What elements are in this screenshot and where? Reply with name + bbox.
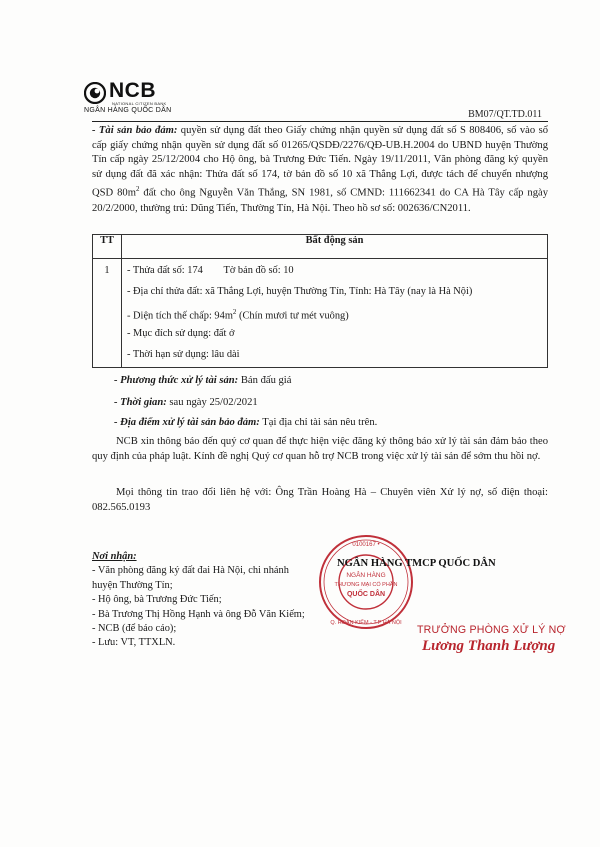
ncb-logo [84, 80, 194, 114]
document-code: BM07/QT.TD.011 [468, 109, 542, 120]
area-text-2: (Chín mươi tư mét vuông) [236, 310, 349, 322]
method-value: Bán đấu giá [238, 375, 292, 386]
svg-text:QUỐC DÂN: QUỐC DÂN [346, 591, 386, 598]
time-value: sau ngày 25/02/2021 [166, 397, 258, 408]
recipients-title: Nơi nhận: [92, 551, 137, 562]
header-divider [92, 121, 548, 122]
logo-name: NCB [109, 79, 156, 102]
official-seal-stamp [318, 534, 414, 630]
signer-name: Lương Thanh Lượng [422, 638, 556, 654]
map-sheet: Tờ bản đồ số: 10 [223, 265, 294, 276]
collateral-paragraph [92, 124, 548, 216]
area-sup: 2 [232, 308, 237, 316]
time-label: - Thời gian: [114, 397, 167, 408]
signer-title: TRƯỞNG PHÒNG XỬ LÝ NỢ [417, 624, 566, 636]
location-label: - Địa điểm xử lý tài sản bảo đảm: [114, 417, 260, 428]
recipients-block [92, 550, 322, 651]
row-property-cell [122, 259, 548, 368]
recipient-item: - NCB (để báo cáo); [92, 623, 177, 635]
table-row [93, 259, 548, 368]
location-value: Tại địa chỉ tài sản nêu trên. [259, 417, 378, 428]
request-paragraph: NCB xin thông báo đến quý cơ quan để thực hiện việc đăng ký thông báo xử lý tài sản đảm bảo theo quy định của pháp luật. Kính đề nghị Quý cơ quan hỗ trợ NCB trong việc xử lý tài sản để sớm thu hồi nợ. [92, 436, 548, 462]
contact-paragraph: Mọi thông tin trao đổi liên hệ với: Ông Trần Hoàng Hà – Chuyên viên Xử lý nợ, số điện thoại: 082.565.0193 [92, 487, 548, 513]
time-line [114, 396, 258, 410]
collateral-label: - Tài sản bảo đảm: [92, 125, 178, 136]
parcel-line [123, 260, 546, 281]
header-property: Bất động sản [122, 235, 548, 259]
svg-text:NGÂN HÀNG: NGÂN HÀNG [346, 572, 386, 579]
parcel-address: - Địa chỉ thửa đất: xã Thắng Lợi, huyện Thường Tín, Tỉnh: Hà Tây (nay là Hà Nội) [127, 286, 473, 297]
area-text-1: - Diện tích thế chấp: 94m [127, 310, 233, 322]
recipient-item: - Bà Trương Thị Hồng Hạnh và ông Đỗ Văn Kiếm; [92, 608, 305, 620]
parcel-purpose: - Mục đích sử dụng: đất ở [127, 328, 235, 339]
collateral-text-2: đất cho ông Nguyễn Văn Thắng, SN 1981, số CMND: 111662341 do CA Hà Tây cấp ngày 20/2/2000, thường trú: Dũng Tiến, Thường Tín, Hà Nội. Theo hồ sơ số: 002636/CN2011. [92, 187, 548, 214]
method-label: - Phương thức xử lý tài sản: [114, 375, 239, 386]
svg-text:THƯƠNG MẠI CỔ PHẦN: THƯƠNG MẠI CỔ PHẦN [334, 582, 398, 588]
row-tt: 1 [93, 259, 122, 368]
collateral-sup: 2 [135, 185, 140, 194]
recipient-item: - Hộ ông, bà Trương Đức Tiến; [92, 594, 222, 606]
location-line [114, 416, 377, 430]
header-tt: TT [93, 235, 122, 259]
property-table [92, 234, 548, 368]
table-header-row [93, 235, 548, 259]
parcel-area [123, 302, 546, 323]
recipient-item: - Văn phòng đăng ký đất đai Hà Nội, chi nhánh huyện Thường Tín; [92, 565, 289, 591]
ncb-logo-icon [84, 82, 106, 104]
parcel-term: - Thời hạn sử dụng: lâu dài [127, 349, 240, 360]
collateral-text-1: quyền sử dụng đất theo Giấy chứng nhận quyền sử dụng đất số S 808406, số vào sổ cấp giấy chứng nhận quyền sử dụng đất số 01265/QSDĐ/2276/QĐ-UB.H.2004 do UBND huyện Thường Tín cấp ngày 25/12/2004 cho Hộ ông, bà Trương Đức Tiến. Ngày 19/11/2011, Văn phòng đăng ký quyền sử dụng đất đã xác nhận: Thửa đất số 174, tờ bản đồ số 10 xã Thắng Lợi, được tách để chuyển nhượng QSD 80m [92, 125, 548, 199]
logo-subtitle: NATIONAL CITIZEN BANK [112, 101, 167, 106]
svg-text:0100167 •: 0100167 • [352, 542, 380, 548]
parcel-number: - Thửa đất số: 174 [127, 265, 203, 276]
bank-name-line: NGÂN HÀNG TMCP QUỐC DÂN [337, 558, 496, 569]
recipient-item: - Lưu: VT, TTXLN. [92, 637, 176, 649]
logo-vietnamese-name: NGÂN HÀNG QUỐC DÂN [84, 107, 172, 114]
svg-text:Q. HOÀN KIẾM - T.P HÀ NỘI: Q. HOÀN KIẾM - T.P HÀ NỘI [330, 620, 402, 626]
method-line [114, 374, 291, 388]
